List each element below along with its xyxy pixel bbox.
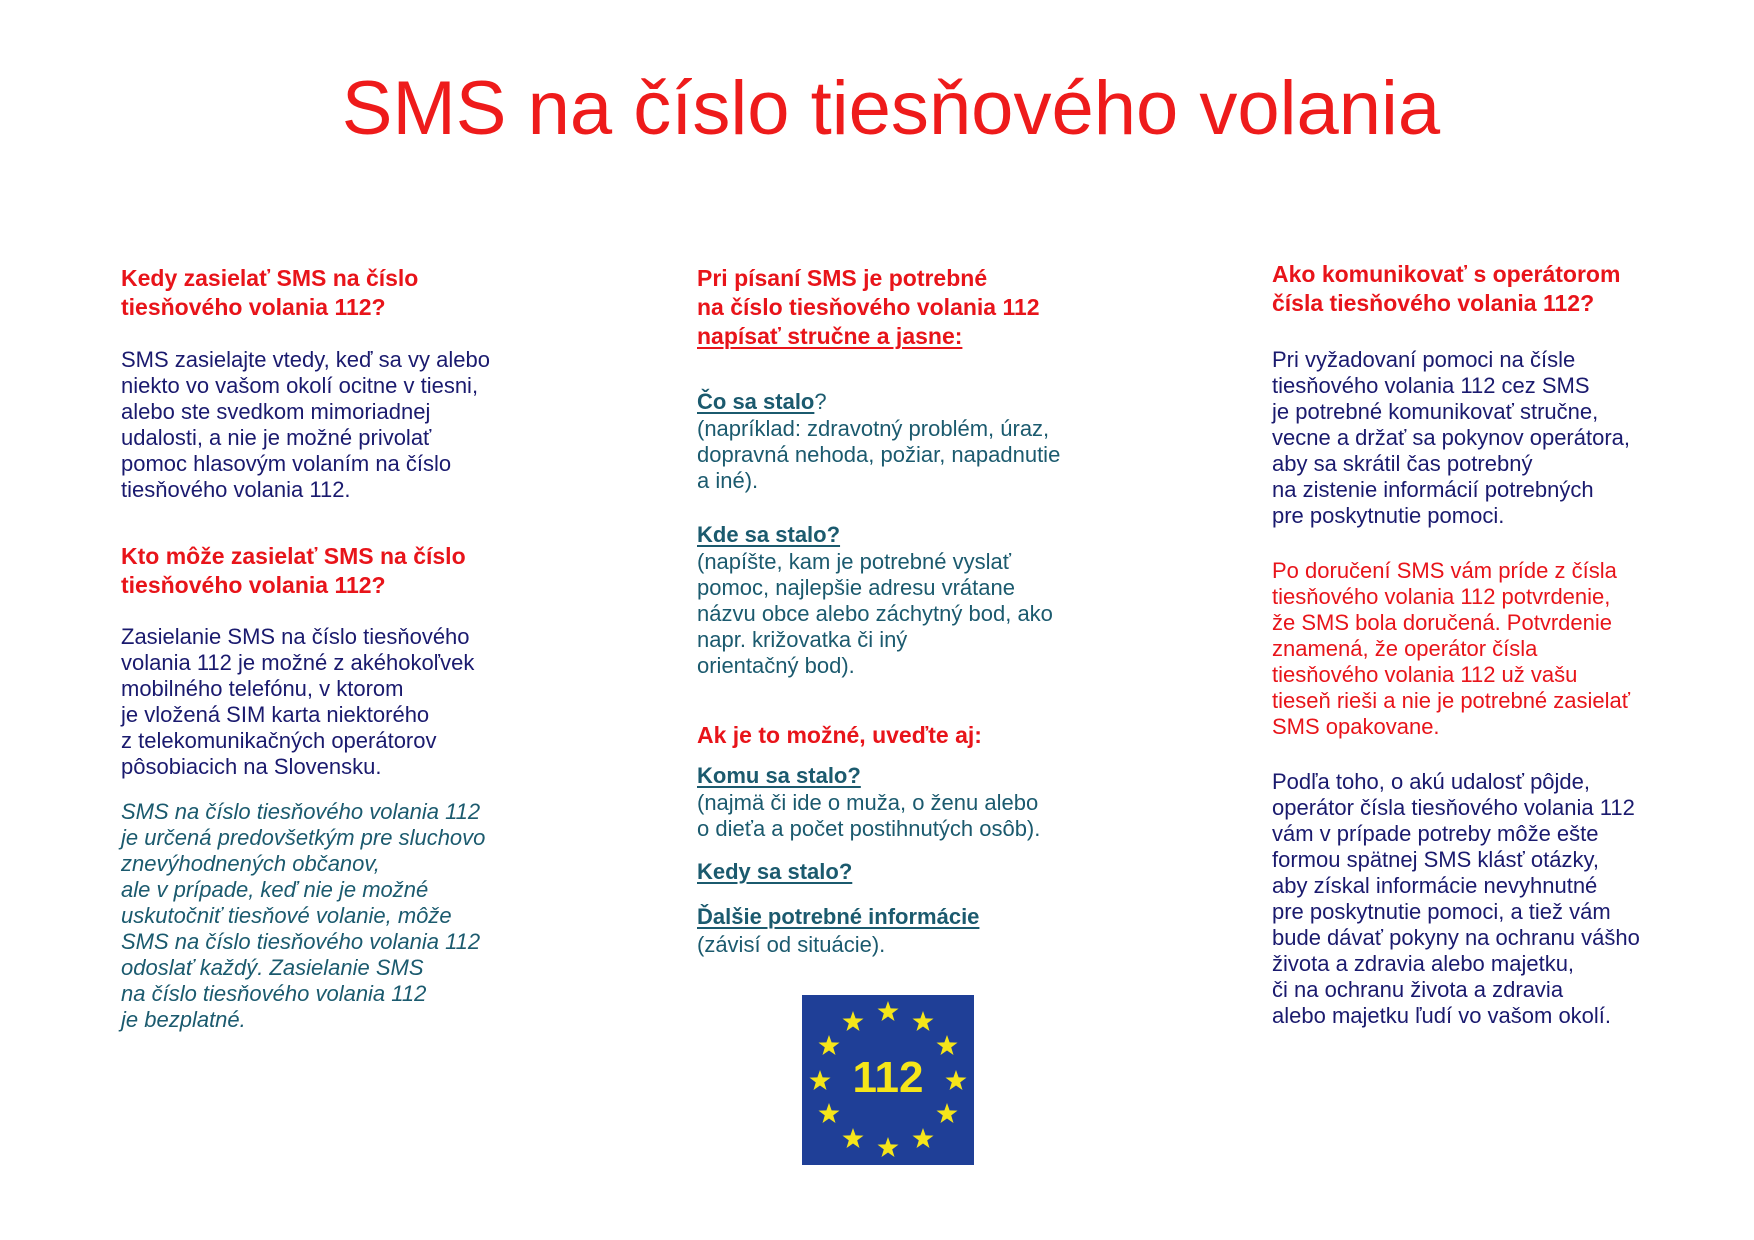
- paragraph-line: alebo ste svedkom mimoriadnej: [121, 399, 431, 424]
- paragraph-line: pre poskytnutie pomoci, a tiež vám: [1272, 899, 1611, 924]
- question-more-info-text: (závisí od situácie).: [697, 932, 886, 957]
- paragraph-line: operátor čísla tiesňového volania 112: [1272, 795, 1635, 820]
- paragraph-line: vám v prípade potreby môže ešte: [1272, 821, 1599, 846]
- question-where-text: pomoc, najlepšie adresu vrátane: [697, 575, 1015, 600]
- question-where-text: napr. križovatka či iný: [697, 627, 908, 652]
- confirmation-line: tiesňového volania 112 potvrdenie,: [1272, 584, 1611, 609]
- italic-note-line: SMS na číslo tiesňového volania 112: [121, 799, 481, 824]
- question-what-text: a iné).: [697, 468, 759, 493]
- paragraph-line: z telekomunikačných operátorov: [121, 728, 437, 753]
- italic-note-line: znevýhodnených občanov,: [121, 851, 380, 876]
- question-where: [697, 522, 840, 548]
- paragraph-line: aby získal informácie nevyhnutné: [1272, 873, 1598, 898]
- question-when-label: Kedy sa stalo?: [697, 859, 853, 884]
- paragraph-line: aby sa skrátil čas potrebný: [1272, 451, 1533, 476]
- italic-note-line: na číslo tiesňového volania 112: [121, 981, 427, 1006]
- question-who-text: (najmä či ide o muža, o ženu alebo: [697, 790, 1039, 815]
- paragraph-line: formou spätnej SMS klásť otázky,: [1272, 847, 1599, 872]
- heading-communicate: Ako komunikovať s operátorom: [1272, 261, 1621, 287]
- emergency-number: 112: [852, 1053, 924, 1102]
- question-where-text: názvu obce alebo záchytný bod, ako: [697, 601, 1053, 626]
- question-where-text: (napíšte, kam je potrebné vyslať: [697, 549, 1011, 574]
- heading-who-can-send: Kto môže zasielať SMS na číslo: [121, 543, 466, 569]
- question-when: [697, 859, 852, 885]
- paragraph-line: či na ochranu života a zdravia: [1272, 977, 1564, 1002]
- question-who-label: Komu sa stalo?: [697, 763, 861, 788]
- confirmation-line: tieseň rieši a nie je potrebné zasielať: [1272, 688, 1631, 713]
- heading-when-send: Kedy zasielať SMS na číslo: [121, 265, 419, 291]
- paragraph-line: vecne a držať sa pokynov operátora,: [1272, 425, 1631, 450]
- paragraph-line: alebo majetku ľudí vo vašom okolí.: [1272, 1003, 1612, 1028]
- heading-sms-writing: na číslo tiesňového volania 112: [697, 294, 1040, 320]
- confirmation-line: že SMS bola doručená. Potvrdenie: [1272, 610, 1612, 635]
- question-where-label: Kde sa stalo?: [697, 522, 841, 547]
- paragraph-line: udalosti, a nie je možné privolať: [121, 425, 432, 450]
- paragraph-line: je vložená SIM karta niektorého: [121, 702, 430, 727]
- question-what-label: Čo sa stalo: [697, 389, 815, 414]
- italic-note-line: je určená predovšetkým pre sluchovo: [121, 825, 486, 850]
- italic-note-line: je bezplatné.: [121, 1007, 246, 1032]
- question-more-info-label: Ďalšie potrebné informácie: [697, 904, 980, 929]
- paragraph-line: pre poskytnutie pomoci.: [1272, 503, 1505, 528]
- confirmation-line: SMS opakovane.: [1272, 714, 1440, 739]
- paragraph-line: pomoc hlasovým volaním na číslo: [121, 451, 452, 476]
- question-who-text: o dieťa a počet postihnutých osôb).: [697, 816, 1041, 841]
- paragraph-line: volania 112 je možné z akéhokoľvek: [121, 650, 475, 675]
- heading-who-can-send: tiesňového volania 112?: [121, 572, 386, 598]
- paragraph-line: Zasielanie SMS na číslo tiesňového: [121, 624, 470, 649]
- italic-note-line: SMS na číslo tiesňového volania 112: [121, 929, 481, 954]
- question-mark: ?: [814, 389, 827, 414]
- confirmation-line: tiesňového volania 112 už vašu: [1272, 662, 1578, 687]
- paragraph-line: na zistenie informácií potrebných: [1272, 477, 1594, 502]
- confirmation-line: znamená, že operátor čísla: [1272, 636, 1538, 661]
- heading-underlined-text: napísať stručne a jasne:: [697, 323, 963, 349]
- question-what: [697, 389, 827, 415]
- question-what-text: (napríklad: zdravotný problém, úraz,: [697, 416, 1050, 441]
- paragraph-line: tiesňového volania 112 cez SMS: [1272, 373, 1590, 398]
- paragraph-line: života a zdravia alebo majetku,: [1272, 951, 1575, 976]
- heading-if-possible: Ak je to možné, uveďte aj:: [697, 722, 982, 748]
- paragraph-line: Pri vyžadovaní pomoci na čísle: [1272, 347, 1576, 372]
- paragraph-line: pôsobiacich na Slovensku.: [121, 754, 382, 779]
- page-title: SMS na číslo tiesňového volania: [341, 66, 1441, 151]
- paragraph-line: SMS zasielajte vtedy, keď sa vy alebo: [121, 347, 490, 372]
- heading-sms-writing-underlined: [697, 321, 962, 351]
- italic-note-line: ale v prípade, keď nie je možné: [121, 877, 429, 902]
- italic-note-line: uskutočniť tiesňové volanie, môže: [121, 903, 452, 928]
- paragraph-line: mobilného telefónu, v ktorom: [121, 676, 404, 701]
- eu-112-logo: [802, 995, 974, 1165]
- heading-communicate: čísla tiesňového volania 112?: [1272, 290, 1595, 316]
- paragraph-line: niekto vo vašom okolí ocitne v tiesni,: [121, 373, 479, 398]
- paragraph-line: je potrebné komunikovať stručne,: [1272, 399, 1599, 424]
- question-who: [697, 763, 861, 789]
- heading-sms-writing: Pri písaní SMS je potrebné: [697, 265, 988, 291]
- confirmation-line: Po doručení SMS vám príde z čísla: [1272, 558, 1617, 583]
- italic-note-line: odoslať každý. Zasielanie SMS: [121, 955, 424, 980]
- heading-when-send: tiesňového volania 112?: [121, 294, 386, 320]
- paragraph-line: bude dávať pokyny na ochranu vášho: [1272, 925, 1640, 950]
- paragraph-line: Podľa toho, o akú udalosť pôjde,: [1272, 769, 1591, 794]
- question-more-info: [697, 904, 979, 930]
- question-what-text: dopravná nehoda, požiar, napadnutie: [697, 442, 1061, 467]
- question-where-text: orientačný bod).: [697, 653, 855, 678]
- paragraph-line: tiesňového volania 112.: [121, 477, 351, 502]
